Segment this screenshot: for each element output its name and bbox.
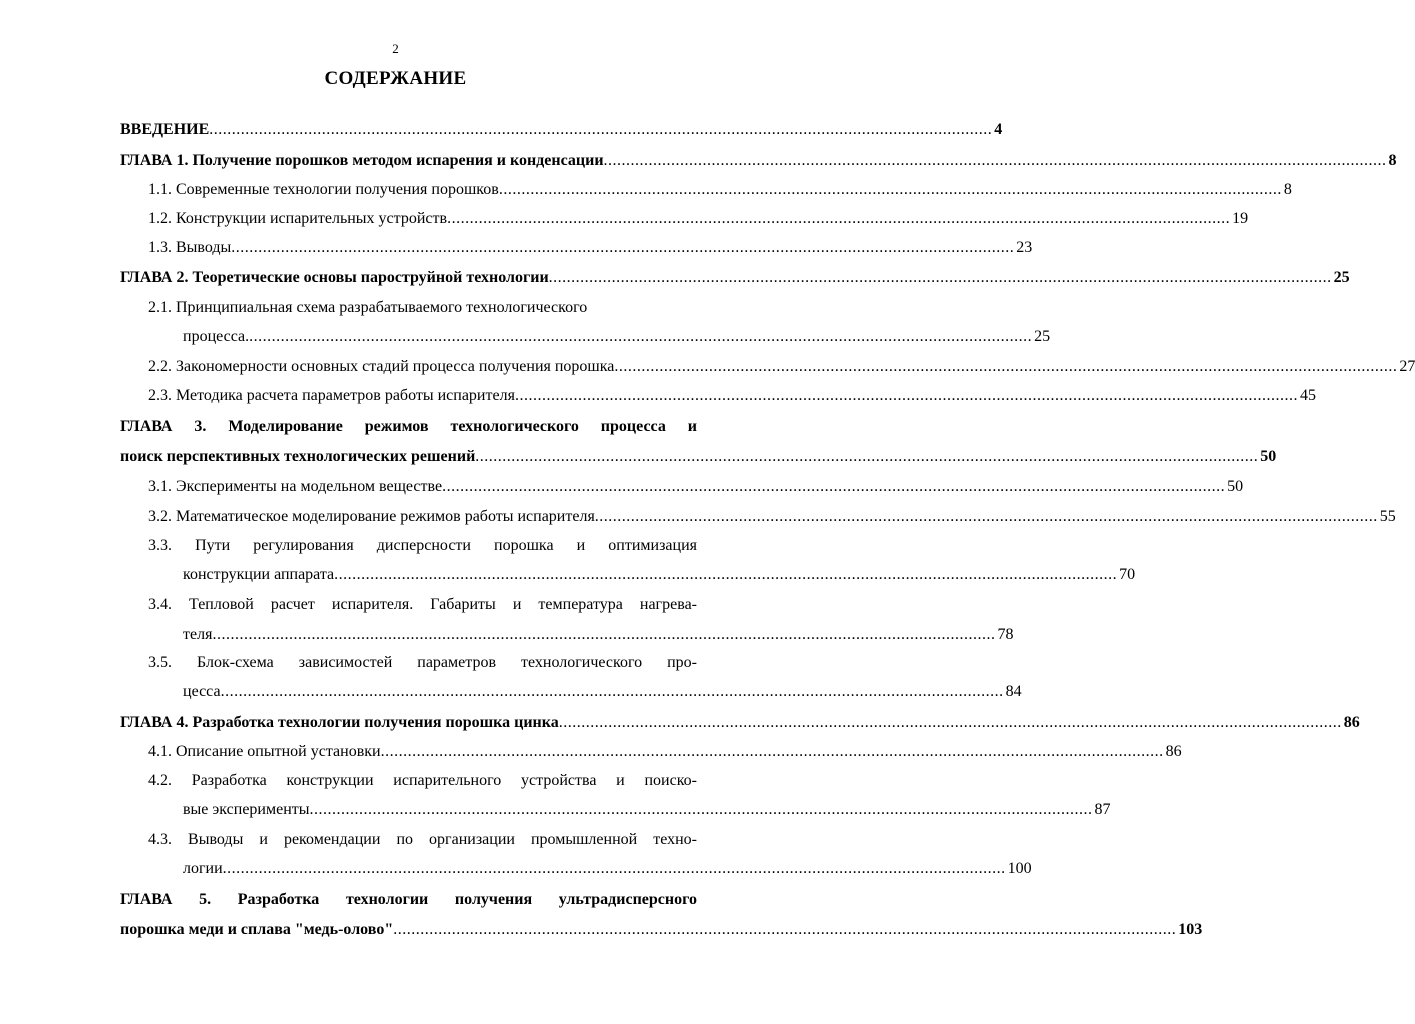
toc-entry-3-3-cont: конструкции аппарата ..... 70 (183, 564, 697, 586)
toc-entry-3-5: 3.5. Блок-схема зависимостей параметров технологического про- (148, 654, 697, 671)
toc-entry-chapter-4: ГЛАВА 4. Разработка технологии получения порошка цинка ..... 86 (120, 712, 697, 734)
toc-entry-chapter-1: ГЛАВА 1. Получение порошков методом испарения и конденсации ..... 8 (120, 150, 697, 172)
toc-entry-3-4-cont: теля ..... 78 (183, 624, 697, 646)
toc-entry-3-1: 3.1. Эксперименты на модельном веществе ..... 50 (148, 476, 697, 498)
toc-entry-4-1: 4.1. Описание опытной установки ..... 86 (148, 741, 697, 763)
toc-entry-3-4: 3.4. Тепловой расчет испарителя. Габариты и температура нагрева- (148, 596, 697, 613)
page-number: 2 (392, 41, 399, 56)
toc-entry-2-1: 2.1. Принципиальная схема разрабатываемого технологического (148, 299, 588, 316)
toc-entry-4-3: 4.3. Выводы и рекомендации по организации промышленной техно- (148, 831, 697, 848)
toc-entry-chapter-5-cont: порошка меди и сплава "медь-олово" ..... 103 (120, 919, 697, 941)
toc-title: СОДЕРЖАНИЕ (324, 68, 467, 89)
toc-entry-1-2: 1.2. Конструкции испарительных устройств ..... 19 (148, 208, 697, 230)
toc-entry-chapter-3-cont: поиск перспективных технологических решений ..... 50 (120, 446, 697, 468)
toc-entry-chapter-2: ГЛАВА 2. Теоретические основы пароструйной технологии ..... 25 (120, 267, 697, 289)
toc-entry-4-2-cont: вые эксперименты ..... 87 (183, 799, 697, 821)
toc-entry-2-1-cont: процесса. ..... 25 (183, 326, 697, 348)
toc-entry-4-3-cont: логии ..... 100 (183, 858, 697, 880)
toc-entry-2-3: 2.3. Методика расчета параметров работы испарителя ..... 45 (148, 385, 697, 407)
toc-entry-2-2: 2.2. Закономерности основных стадий процесса получения порошка ..... 27 (148, 356, 697, 378)
toc-entry-introduction: ВВЕДЕНИЕ ..... 4 (120, 119, 697, 141)
toc-entry-chapter-5: ГЛАВА 5. Разработка технологии получения ультрадисперсного (120, 891, 697, 908)
toc-entry-3-2: 3.2. Математическое моделирование режимов работы испарителя ..... 55 (148, 506, 697, 528)
toc-entry-4-2: 4.2. Разработка конструкции испарительного устройства и поиско- (148, 772, 697, 789)
toc-entry-1-3: 1.3. Выводы ..... 23 (148, 237, 697, 259)
toc-entry-3-3: 3.3. Пути регулирования дисперсности порошка и оптимизация (148, 537, 697, 554)
toc-entry-1-1: 1.1. Современные технологии получения порошков ..... 8 (148, 179, 697, 201)
toc-entry-3-5-cont: цесса ..... 84 (183, 681, 697, 703)
toc-entry-chapter-3: ГЛАВА 3. Моделирование режимов технологического процесса и (120, 418, 697, 435)
